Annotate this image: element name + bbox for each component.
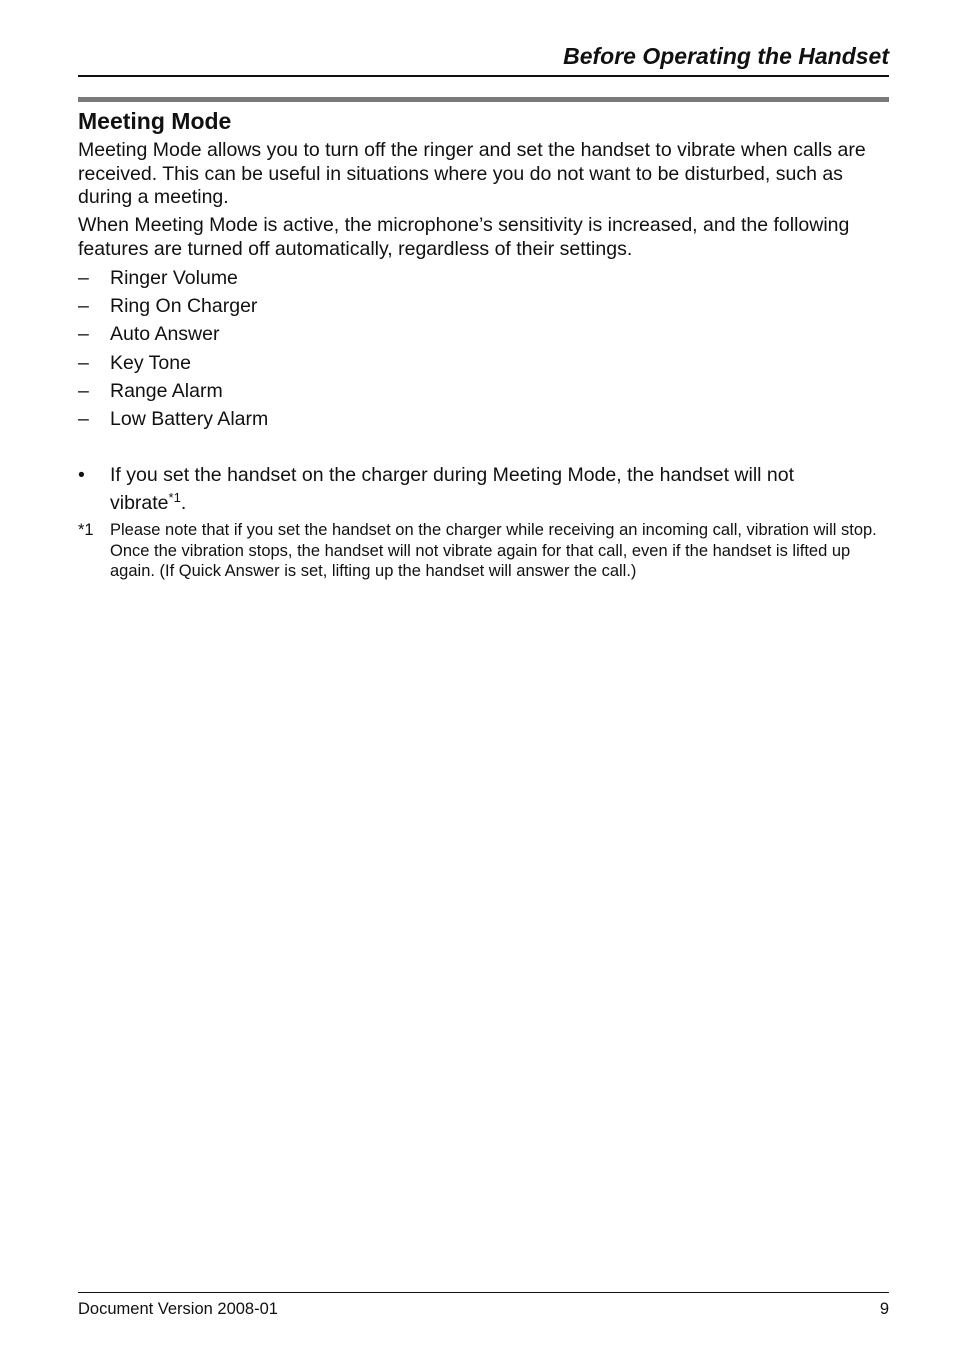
list-dash: – [78, 379, 89, 402]
list-item [78, 292, 268, 320]
document-version: Document Version 2008-01 [78, 1300, 278, 1318]
list-dash: – [78, 295, 89, 318]
section-title: Meeting Mode [78, 108, 232, 134]
note-text: If you set the handset on the charger during Meeting Mode, the handset will not vibrate [110, 464, 795, 514]
running-header-title: Before Operating the Handset [563, 43, 889, 69]
footnote-text: Please note that if you set the handset on the charger while receiving an incoming call, vibration will stop. Once the vibration stops, the handset will not vibrate again for that call, even if the handset is lifted up again. (If Quick Answer is set, lifting up the handset will answer the call.) [110, 521, 877, 580]
list-item [78, 405, 268, 433]
footnote [78, 520, 890, 582]
active-mode-paragraph: When Meeting Mode is active, the microphone’s sensitivity is increased, and the following features are turned off automatically, regardless of their settings. [78, 214, 850, 260]
feature-label: Ring On Charger [110, 295, 258, 318]
list-item [78, 377, 268, 405]
list-item [78, 320, 268, 348]
note-text-block [110, 461, 858, 517]
charger-note [78, 461, 858, 517]
list-item [78, 349, 268, 377]
feature-label: Ringer Volume [110, 267, 238, 289]
header-rule [78, 75, 889, 77]
intro-paragraph: Meeting Mode allows you to turn off the ringer and set the handset to vibrate when calls are received. This can be useful in situations where you do not want to be disturbed, such as during a meeting. [78, 139, 866, 208]
feature-label: Auto Answer [110, 323, 220, 346]
list-dash: – [78, 351, 89, 374]
list-dash: – [78, 323, 89, 346]
feature-label: Key Tone [110, 351, 191, 374]
note-bullet: • [78, 464, 85, 486]
feature-label: Range Alarm [110, 379, 223, 402]
note-end: . [180, 492, 187, 514]
feature-label: Low Battery Alarm [110, 407, 269, 430]
section-divider-bar [78, 97, 889, 102]
footnote-mark: *1 [78, 521, 94, 539]
list-dash: – [78, 407, 89, 430]
list-item [78, 264, 268, 292]
footnote-reference: *1 [168, 490, 181, 505]
footer-rule [78, 1292, 889, 1293]
list-dash: – [78, 267, 89, 289]
page-number: 9 [879, 1300, 889, 1318]
disabled-features-list [78, 264, 268, 433]
